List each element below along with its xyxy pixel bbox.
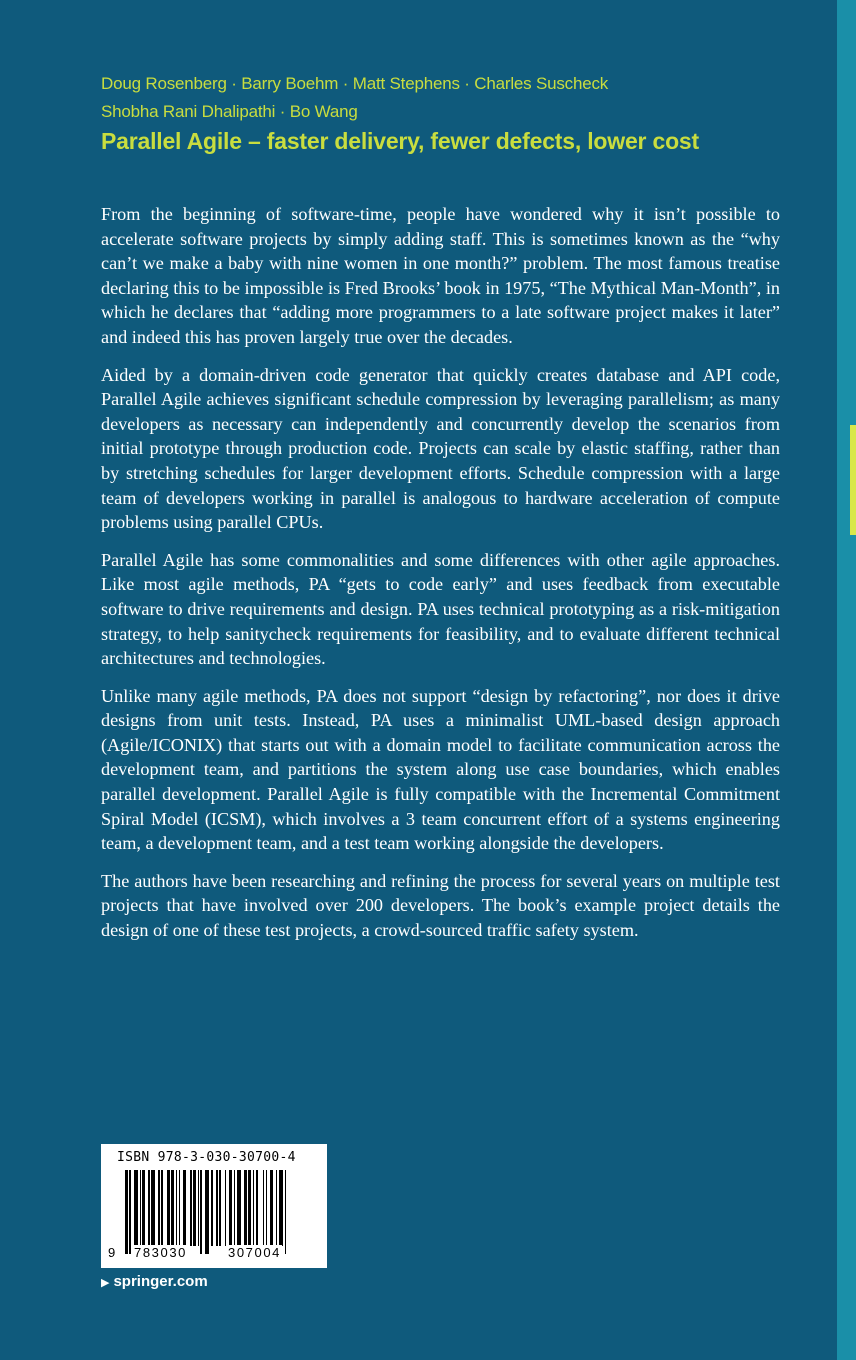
barcode-bar [253, 1170, 254, 1246]
blurb-paragraph-3: Parallel Agile has some commonalities and some differences with other agile approaches. Like most agile methods, PA “gets to code early” and uses feedback from executable software to drive requirements and design. PA uses technical prototyping as a risk-mitigation strategy, to help sanitycheck requirements for feasibility, and to evaluate different technical architectures and technologies. [101, 549, 780, 669]
ean-right-digits: 307004 [228, 1245, 281, 1260]
barcode-bar [234, 1170, 235, 1246]
barcode-bar [158, 1170, 159, 1246]
ean-left-digits: 783030 [134, 1245, 187, 1260]
barcode-bar [148, 1170, 149, 1246]
barcode-bar [179, 1170, 180, 1246]
barcode-bar [256, 1170, 259, 1246]
barcode-bar [211, 1170, 214, 1246]
blurb-paragraph-2: Aided by a domain-driven code generator that quickly creates database and API code, Parallel Agile achieves significant schedule compression by leveraging parallelism; as many developers as necessary can independently and concurrently develop the scenarios from initial prototype through production code. Projects can scale by elastic staffing, rather than by stretching schedules for larger development efforts. Schedule compression with a large team of developers working in parallel is analogous to hardware acceleration of compute problems using parallel CPUs. [101, 364, 780, 533]
barcode-bar [125, 1170, 128, 1254]
barcode-bar [134, 1170, 138, 1246]
publisher-url: springer.com [113, 1273, 208, 1290]
barcode-bar [129, 1170, 130, 1254]
publisher-link[interactable] [101, 1273, 208, 1290]
barcode-bar [279, 1170, 283, 1246]
barcode-bar [276, 1170, 277, 1246]
isbn-barcode-block [101, 1144, 327, 1268]
barcode-bar [183, 1170, 186, 1246]
barcode-bar [140, 1170, 141, 1246]
blurb [101, 202, 780, 956]
barcode-bar [270, 1170, 273, 1246]
barcode-bar [216, 1170, 217, 1246]
barcode-bar [167, 1170, 170, 1246]
barcode-bar [200, 1170, 201, 1254]
barcode-bar [193, 1170, 196, 1246]
ean-first-digit: 9 [108, 1245, 117, 1260]
barcode-bar [266, 1170, 267, 1246]
book-title: Parallel Agile – faster delivery, fewer defects, lower cost [101, 128, 699, 154]
arrow-right-icon: ▶ [101, 1277, 110, 1289]
author-list [101, 70, 801, 126]
barcode-bar [176, 1170, 177, 1246]
barcode-bar [248, 1170, 251, 1246]
barcode-bar [205, 1170, 209, 1254]
barcode-bar [263, 1170, 264, 1246]
barcode-bar [142, 1170, 145, 1246]
barcode-bar [171, 1170, 174, 1246]
barcode-bar [161, 1170, 162, 1246]
barcode-graphic [125, 1170, 317, 1254]
barcode-bar [229, 1170, 232, 1246]
barcode-bar [244, 1170, 247, 1246]
blurb-paragraph-1: From the beginning of software-time, people have wondered why it isn’t possible to accelerate software projects by simply adding staff. This is sometimes known as the “why can’t we make a baby with nine women in one month?” problem. The most famous treatise declaring this to be impossible is Fred Brooks’ book in 1975, “The Mythical Man-Month”, in which he declares that “adding more programmers to a late software project makes it later” and indeed this has proven largely true over the decades. [101, 204, 780, 347]
author-line-2: Shobha Rani Dhalipathi · Bo Wang [101, 102, 358, 121]
barcode-bar [219, 1170, 220, 1246]
barcode-bar [237, 1170, 241, 1246]
barcode-bar [198, 1170, 199, 1246]
isbn-label: ISBN 978-3-030-30700-4 [117, 1150, 296, 1165]
barcode-bar [225, 1170, 226, 1246]
blurb-paragraph-4: Unlike many agile methods, PA does not support “design by refactoring”, nor does it drive designs from unit tests. Instead, PA uses a minimalist UML-based design approach (Agile/ICONIX) that starts out with a domain model to facilitate communication across the development team, and partitions the system along use case boundaries, which enables parallel development. Parallel Agile is fully compatible with the Incremental Commitment Spiral Model (ICSM), which involves a 3 team concurrent effort of a systems engineering team, a development team, and a test team working alongside the developers. [101, 685, 780, 854]
spine-strip [837, 0, 856, 1360]
author-line-1: Doug Rosenberg · Barry Boehm · Matt Stephens · Charles Suscheck [101, 74, 609, 93]
spine-accent-mark [850, 425, 856, 535]
barcode-bar [285, 1170, 286, 1254]
barcode-bar [190, 1170, 191, 1246]
barcode-bar [151, 1170, 155, 1246]
blurb-paragraph-5: The authors have been researching and refining the process for several years on multiple test projects that have involved over 200 developers. The book’s example project details the design of one of these test projects, a crowd-sourced traffic safety system. [101, 870, 780, 941]
